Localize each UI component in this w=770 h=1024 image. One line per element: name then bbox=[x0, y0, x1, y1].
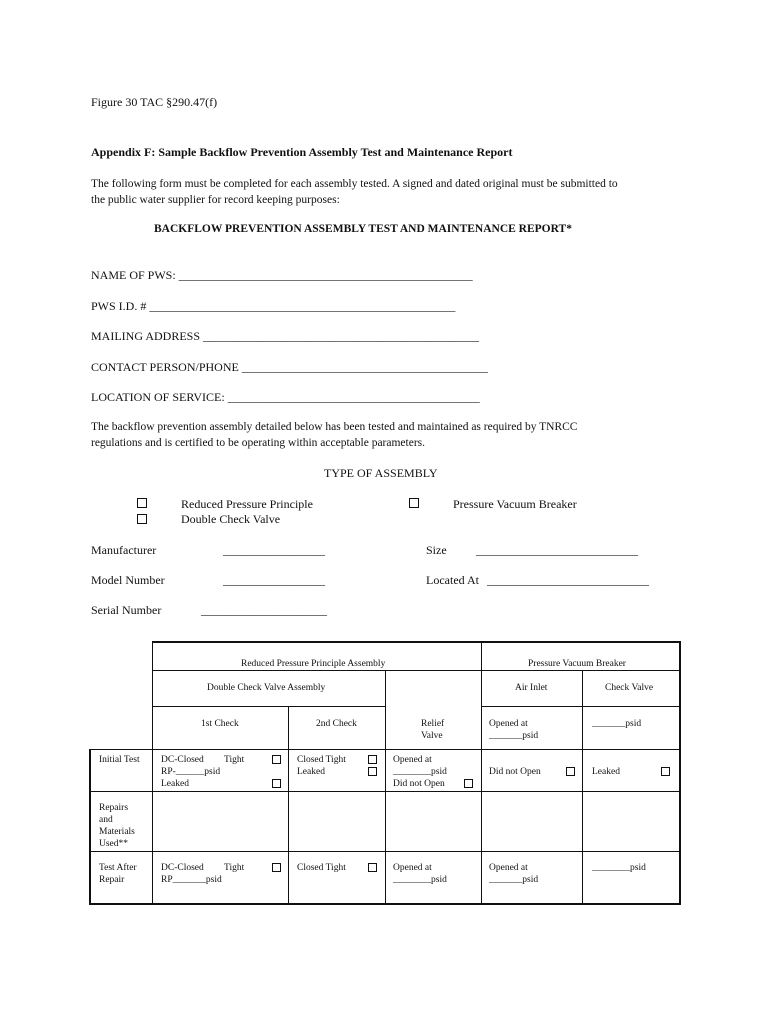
check-valve-leaked-label: Leaked bbox=[592, 767, 620, 777]
appendix-title: Appendix F: Sample Backflow Prevention Assembly Test and Maintenance Report bbox=[91, 145, 513, 159]
after-relief-opened-at: Opened at bbox=[393, 863, 432, 873]
pvb-checkbox[interactable] bbox=[409, 498, 419, 508]
after-dc-closed-label: DC-Closed bbox=[161, 863, 204, 873]
size-field[interactable]: ___________________________ bbox=[476, 543, 638, 557]
mailing-address-field[interactable]: MAILING ADDRESS ______________________________________________ bbox=[91, 329, 480, 343]
relief-did-not-open-checkbox[interactable] bbox=[464, 779, 473, 788]
test-after-row-label-1: Test After bbox=[99, 863, 137, 873]
dcv-checkbox[interactable] bbox=[137, 514, 147, 524]
rpp-checkbox[interactable] bbox=[137, 498, 147, 508]
contact-person-field[interactable]: CONTACT PERSON/PHONE _________________________________________ bbox=[91, 360, 488, 374]
after-tight-label: Tight bbox=[224, 863, 245, 873]
second-check-header: 2nd Check bbox=[316, 719, 357, 729]
second-check-leaked-checkbox[interactable] bbox=[368, 767, 377, 776]
after-air-inlet-psid-field[interactable]: _______psid bbox=[489, 875, 539, 885]
dcv-option-label: Double Check Valve bbox=[181, 512, 281, 526]
serial-number-label: Serial Number bbox=[91, 603, 162, 617]
intro-line-2: the public water supplier for record keeping purposes: bbox=[91, 194, 340, 206]
air-inlet-psid-field[interactable]: _______psid bbox=[489, 731, 539, 741]
type-of-assembly-heading: TYPE OF ASSEMBLY bbox=[324, 466, 438, 480]
report-title: BACKFLOW PREVENTION ASSEMBLY TEST AND MAINTENANCE REPORT* bbox=[154, 223, 572, 235]
pvb-header: Pressure Vacuum Breaker bbox=[528, 659, 626, 669]
relief-psid-field[interactable]: ________psid bbox=[393, 767, 447, 777]
dc-closed-label: DC-Closed bbox=[161, 755, 204, 765]
model-number-field[interactable]: _________________ bbox=[223, 573, 325, 587]
second-check-closed-tight-checkbox[interactable] bbox=[368, 755, 377, 764]
pws-name-field[interactable]: NAME OF PWS: _________________________________________________ bbox=[91, 268, 473, 282]
first-check-header: 1st Check bbox=[201, 719, 239, 729]
air-inlet-did-not-open-checkbox[interactable] bbox=[566, 767, 575, 776]
repairs-row-label-3: Materials bbox=[99, 827, 135, 837]
size-label: Size bbox=[426, 543, 447, 557]
located-at-label: Located At bbox=[426, 573, 479, 587]
after-check-valve-psid-field[interactable]: ________psid bbox=[592, 863, 646, 873]
air-inlet-header: Air Inlet bbox=[515, 683, 548, 693]
repairs-row-label-2: and bbox=[99, 815, 113, 825]
after-air-inlet-opened-at: Opened at bbox=[489, 863, 528, 873]
first-check-leaked-label: Leaked bbox=[161, 779, 189, 789]
check-valve-leaked-checkbox[interactable] bbox=[661, 767, 670, 776]
rp-psid-field[interactable]: RP-______psid bbox=[161, 767, 221, 777]
after-closed-tight-label: Closed Tight bbox=[297, 863, 346, 873]
manufacturer-field[interactable]: _________________ bbox=[223, 543, 325, 557]
relief-did-not-open-label: Did not Open bbox=[393, 779, 445, 789]
dcv-assembly-header: Double Check Valve Assembly bbox=[207, 683, 326, 693]
first-check-leaked-checkbox[interactable] bbox=[272, 779, 281, 788]
second-check-leaked-label: Leaked bbox=[297, 767, 325, 777]
relief-opened-at-label: Opened at bbox=[393, 755, 432, 765]
pvb-option-label: Pressure Vacuum Breaker bbox=[453, 497, 577, 511]
located-at-field[interactable]: ___________________________ bbox=[487, 573, 649, 587]
rpp-option-label: Reduced Pressure Principle bbox=[181, 497, 313, 511]
figure-reference: Figure 30 TAC §290.47(f) bbox=[91, 95, 218, 109]
tight-label: Tight bbox=[224, 755, 245, 765]
pws-id-field[interactable]: PWS I.D. # ___________________________________________________ bbox=[91, 299, 456, 313]
model-number-label: Model Number bbox=[91, 573, 165, 587]
second-check-closed-tight-label: Closed Tight bbox=[297, 755, 346, 765]
relief-valve-header-line2: Valve bbox=[421, 731, 443, 741]
air-inlet-did-not-open-label: Did not Open bbox=[489, 767, 541, 777]
initial-tight-checkbox[interactable] bbox=[272, 755, 281, 764]
rpp-assembly-header: Reduced Pressure Principle Assembly bbox=[241, 659, 386, 669]
test-after-row-label-2: Repair bbox=[99, 875, 125, 885]
initial-test-row-label: Initial Test bbox=[99, 755, 140, 765]
serial-number-field[interactable]: _____________________ bbox=[201, 603, 327, 617]
relief-valve-header-line1: Relief bbox=[421, 719, 445, 729]
check-valve-header: Check Valve bbox=[605, 683, 654, 693]
after-relief-psid-field[interactable]: ________psid bbox=[393, 875, 447, 885]
air-inlet-opened-at: Opened at bbox=[489, 719, 528, 729]
certification-line-1: The backflow prevention assembly detailed below has been tested and maintained as required by TNRCC bbox=[91, 421, 578, 433]
intro-line-1: The following form must be completed for each assembly tested. A signed and dated original must be submitted to bbox=[91, 178, 618, 190]
after-closed-tight-checkbox[interactable] bbox=[368, 863, 377, 872]
check-valve-psid-field[interactable]: _______psid bbox=[592, 719, 642, 729]
after-tight-checkbox[interactable] bbox=[272, 863, 281, 872]
after-rp-psid-field[interactable]: RP_______psid bbox=[161, 875, 222, 885]
location-of-service-field[interactable]: LOCATION OF SERVICE: __________________________________________ bbox=[91, 390, 480, 404]
repairs-row-label-1: Repairs bbox=[99, 803, 129, 813]
certification-line-2: regulations and is certified to be operating within acceptable parameters. bbox=[91, 437, 426, 449]
manufacturer-label: Manufacturer bbox=[91, 543, 157, 557]
repairs-row-label-4: Used** bbox=[99, 839, 129, 849]
